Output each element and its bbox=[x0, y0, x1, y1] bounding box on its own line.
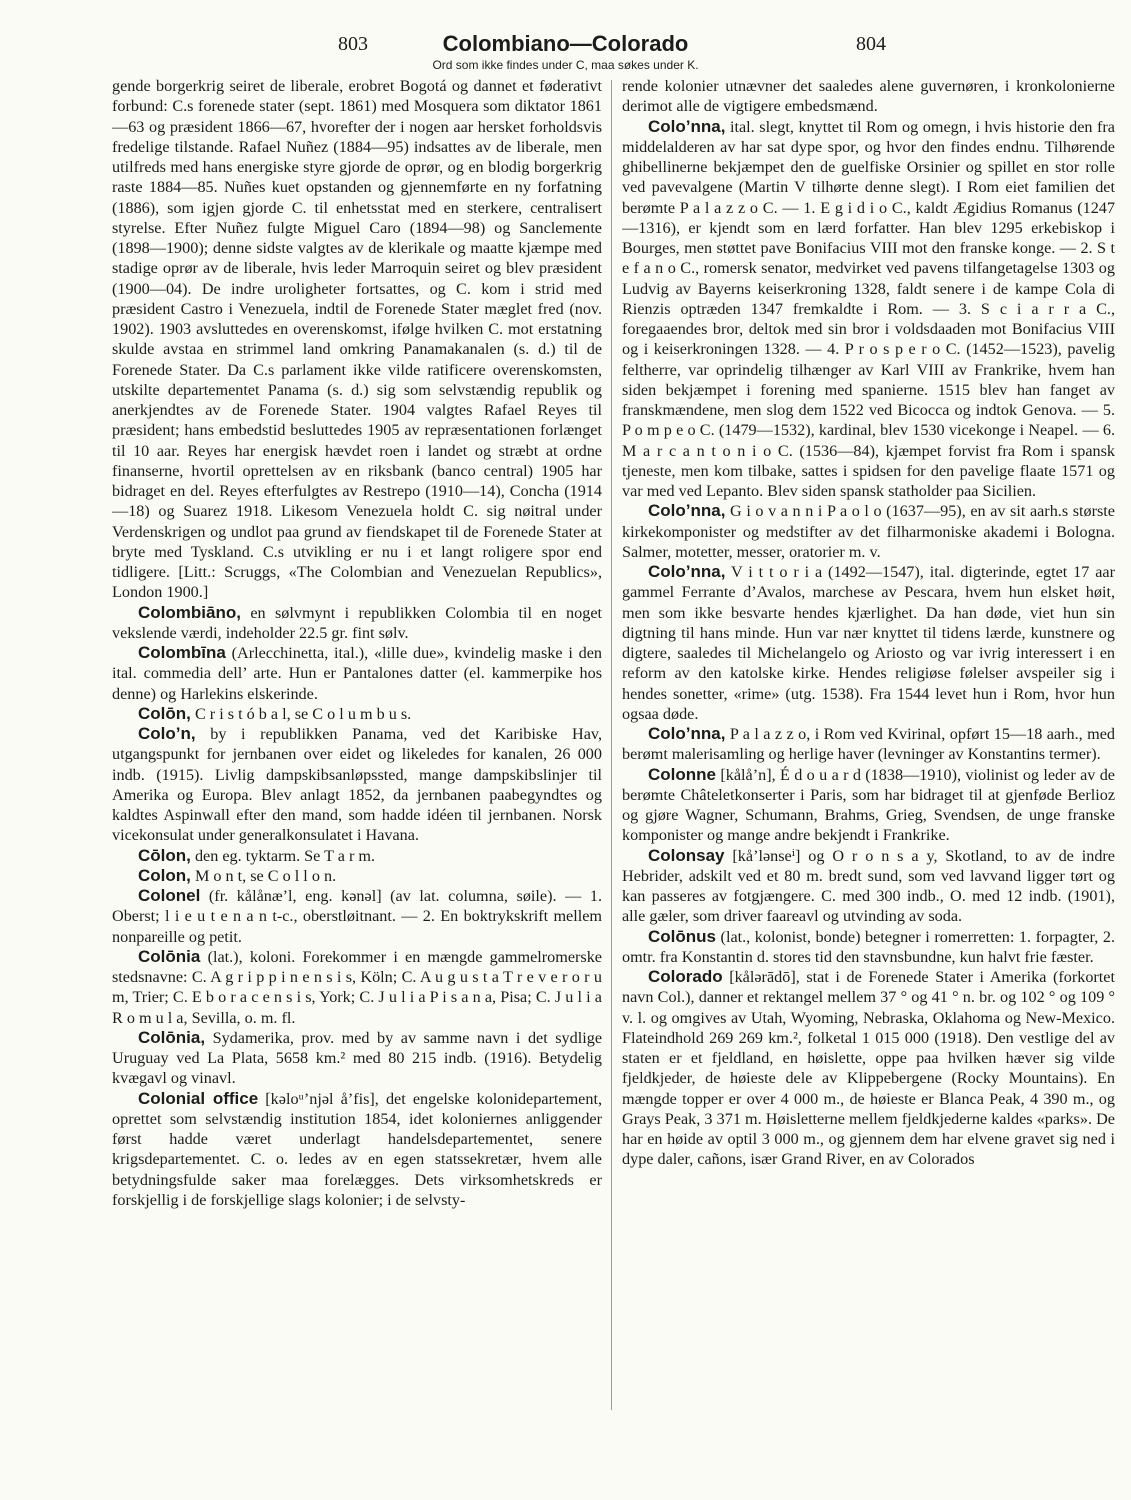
entry-colon-cristobal bbox=[112, 704, 602, 724]
entry-text: by i republikken Panama, ved det Karibiske Hav, utgangspunkt for jernbanen over eidet og likeledes for kanalen, 26 000 indb. (1915). Livlig dampskibsanløpssted, mange dampskibslinjer til Amerika og Europa. Blev anlagt 1852, da jernbanen paabegyndtes og kaldtes Aspinwall efter den mand, som hadde idéen til jernbanen. Norsk vicekonsulat under generalkonsulatet i Havana. bbox=[112, 725, 602, 845]
headword: Cōlon, bbox=[138, 845, 191, 865]
left-column bbox=[112, 76, 602, 1488]
headword: Colo’nna, bbox=[648, 116, 726, 136]
headword: Colorado bbox=[648, 967, 723, 986]
entry-colon-panama bbox=[112, 724, 602, 846]
headword: Colōnia, bbox=[138, 1027, 206, 1047]
page-number-left: 803 bbox=[338, 33, 368, 55]
entry-colonia-uruguay bbox=[112, 1028, 602, 1089]
headword: Colōnus bbox=[648, 926, 716, 946]
headword: Colōnia bbox=[138, 946, 201, 966]
entry-text: [kå’lənseⁱ] og O r o n s a y, Skotland, to av de indre Hebrider, adskilt ved et 80 m. bredt sund, som ved lavvand ligger tørt og kan passeres av fotgjængere. C. med 300 indb., O. med 12 indb. (1901), alle gæler, som driver faareavl og utvinding av soda. bbox=[622, 846, 1115, 926]
entry-text: Sydamerika, prov. med by av samme navn i det sydlige Uruguay ved La Plata, 5658 km.² med 80 215 indb. (1916). Betydelig kvægavl og vinavl. bbox=[112, 1028, 602, 1088]
right-column bbox=[622, 76, 1115, 1488]
column-divider bbox=[611, 80, 612, 1410]
headword: Colo’n, bbox=[138, 724, 196, 743]
entry-colonus bbox=[622, 927, 1115, 968]
entry-text: (fr. kålånæ’l, eng. kənəl] (av lat. columna, søile). — 1. Oberst; l i e u t e n a n t-c., oberstløitnant. — 2. En boktrykskrift mellem nonpareille og petit. bbox=[112, 887, 602, 946]
headword: Colonel bbox=[138, 886, 201, 905]
entry-text: den eg. tyktarm. Se T a r m. bbox=[190, 846, 376, 865]
entry-colonna-family bbox=[622, 117, 1115, 502]
page-number-right: 804 bbox=[856, 33, 886, 55]
entry-colonel bbox=[112, 886, 602, 947]
headword: Colon, bbox=[138, 865, 191, 885]
entry-colonsay bbox=[622, 846, 1115, 927]
entry-colonia-lat bbox=[112, 947, 602, 1028]
entry-text: (lat.), koloni. Forekommer i en mængde gammelromerske stedsnavne: C. A g r i p p i n e n s i s, Köln; C. A u g u s t a T r e v e r o r u m, Trier; C. E b o r a c e n s i s, York; C. J u l i a P i s a n a, Pisa; C. J u l i a R o m u l a, Sevilla, o. m. fl. bbox=[112, 947, 602, 1027]
entry-continuation bbox=[112, 76, 602, 603]
entry-colonna-palazzo bbox=[622, 724, 1115, 765]
entry-colonial-office bbox=[112, 1089, 602, 1211]
entry-text: (Arlecchinetta, ital.), «lille due», kvindelig maske i den ital. commedia dell’ arte. Hun er Pantalones datter (el. kammerpike hos denne) og Harlekins elskerinde. bbox=[112, 644, 602, 703]
headword: Colombīna bbox=[138, 643, 226, 662]
entry-text: G i o v a n n i P a o l o (1637—95), en av sit aarh.s største kirkekomponister og medstifter av det filharmoniske akademi i Bologna. Salmer, motetter, messer, oratorier m. v. bbox=[622, 502, 1115, 561]
entry-text: (lat., kolonist, bonde) betegner i romerretten: 1. forpagter, 2. omtr. fra Konstantin d. stores tid den stavnsbundne, kun halvt frie fæster. bbox=[622, 927, 1115, 966]
entry-colorado bbox=[622, 967, 1115, 1170]
headword: Colonial office bbox=[138, 1088, 259, 1108]
entry-text: V i t t o r i a (1492—1547), ital. digterinde, egtet 17 aar gammel Ferrante d’Avalos, marchese av Pescara, hvem hun elsket høit, men som ikke besvarte hendes kjærlighet. Da han døde, viet hun sin digtning til hans minde. Hun var nær knyttet til tidens lærde, kunstnere og digtere, saaledes til Michelangelo og Ariosto og var ivrig interessert i en reform av den katolske kirke. Hendes religiøse følelser avspeiler sig i hendes sonetter, «rime» (utg. 1538). Fra 1544 levet hun i Rom, hvor hun ogsaa døde. bbox=[622, 563, 1115, 723]
entry-colombiano bbox=[112, 603, 602, 644]
entry-text: P a l a z z o, i Rom ved Kvirinal, opført 15—18 aarh., med berømt malerisamling og herlige haver (levninger av Konstantins termer). bbox=[622, 725, 1115, 764]
entry-continuation bbox=[622, 76, 1115, 117]
entry-colonna-vittoria bbox=[622, 562, 1115, 724]
running-title: Colombiano—Colorado bbox=[442, 31, 689, 56]
entry-text: [kålå’n], É d o u a r d (1838—1910), violinist og leder av de berømte Châteletkonserter i Paris, som har bidraget til at gjenføde Berlioz og gjøre Wagner, Schumann, Brahms, Grieg, Svendsen, de unge franske komponister og mange andre bekjendt i Frankrike. bbox=[622, 765, 1115, 845]
headword: Colōn, bbox=[138, 703, 191, 723]
entry-colon-mont bbox=[112, 866, 602, 886]
headword: Colo’nna, bbox=[648, 724, 726, 743]
entry-text: en sølvmynt i republikken Colombia til en noget vekslende værdi, indeholder 22.5 gr. fint sølv. bbox=[112, 603, 602, 642]
entry-text: C r i s t ó b a l, se C o l u m b u s. bbox=[190, 704, 412, 723]
entry-text: [kəloᵘ’njəl å’fis], det engelske kolonidepartement, oprettet som selvstændig institution 1854, idet koloniernes anliggender først hadde været underlagt handelsdepartementet, senere krigsdepartementet. C. o. ledes av en egen statssekretær, hvem alle betydningsfulde saker maa forelægges. Dets virksomhetskreds er forskjellig i de forskjellige slags kolonier; i de selvsty- bbox=[112, 1089, 602, 1209]
entry-text: rende kolonier utnævner det saaledes alene guvernøren, i kronkolonierne derimot alle de vigtigere embedsmænd. bbox=[622, 77, 1115, 116]
entry-colonna-giovanni bbox=[622, 501, 1115, 562]
headword: Colonsay bbox=[648, 845, 725, 865]
entry-colonne bbox=[622, 765, 1115, 846]
entry-colon-tarm bbox=[112, 846, 602, 866]
entry-text: [kålərādō], stat i de Forenede Stater i Amerika (forkortet navn Col.), danner et rektangel mellem 37 ° og 41 ° n. br. og 102 ° og 109 ° v. l. og omgives av Utah, Wyoming, Nebraska, Oklahoma og New-Mexico. Flateindhold 269 269 km.², folketal 1 015 000 (1918). Den vestlige del av staten er et fjeldland, en høislette, oppe paa hvilken hæver sig vilde fjeldkjeder, de høieste dele av Klippebergene (Rocky Mountains). En mængde topper er over 4 000 m., de høieste er Blanca Peak, 4 390 m., og Grays Peak, 3 371 m. Høisletterne mellem fjeldkjederne kaldes «parks». De har en høide av optil 3 000 m., og gjennem dem har elvene gravet sig ned i dype daler, cañons, især Grand River, en av Colorados bbox=[622, 968, 1115, 1169]
entry-colombina bbox=[112, 643, 602, 704]
headword: Colo’nna, bbox=[648, 562, 726, 581]
entry-text: gende borgerkrig seiret de liberale, erobret Bogotá og dannet et føderativt forbund: C.s forenede stater (sept. 1861) med Mosquera som diktator 1861—63 og præsident 1866—67, hvorefter der i nogen aar hersket forholdsvis fredelige tilstande. Rafael Nuñez (1884—95) indsattes av de liberale, men utilfreds med hans energiske styre gjorde de oprør, og en blodig borgerkrig raste 1884—85. Nuñes kuet opstanden og gjennemførte en ny forfatning (1886), som igjen gjorde C. til enhetsstat med en sterkere, centralisert styrelse. Efter Nuñez fulgte Miguel Caro (1894—98) og Sanclemente (1898—1900); denne sidste valgtes av de klerikale og maatte kjæmpe med stadige oprør av de liberale, hvis leder Marroquin seiret og blev præsident (1900—04). De indre uroligheter fortsattes, og C. kom i strid med præsident Castro i Venezuela, indtil de Forenede Stater mæglet fred (nov. 1902). 1903 avsluttedes en overenskomst, ifølge hvilken C. mot erstatning skulde avstaa en strimmel land omkring Panamakanalen (s. d.) til de Forenede Stater. Da C.s parlament ikke vilde ratificere overenskomsten, utskilte departementet Panama (s. d.) sig som selvstændig republik og anerkjendtes av de Forenede Stater. 1904 valgtes Rafael Reyes til præsident; hans embedstid besluttedes 1905 av repræsentationen forlænget til 10 aar. Reyes har energisk hævdet roen i landet og stræbt at ordne finanserne, hvortil oprettelsen av en riksbank (banco central) 1905 har bidraget en del. Reyes efterfulgtes av Restrepo (1910—14), Concha (1914—18) og Suarez 1918. Likesom Venezuela holdt C. sig nøitral under Verdenskrigen og undlot paa grund av fiendskapet til de Forenede Stater at bryte med Tyskland. C.s utvikling er nu i et langt roligere spor end tidligere. [Litt.: Scruggs, «The Colombian and Venezuelan Republics», London 1900.] bbox=[112, 77, 602, 602]
headword: Colo’nna, bbox=[648, 501, 726, 521]
running-subtitle: Ord som ikke findes under C, maa søkes under K. bbox=[432, 58, 699, 72]
headword: Colonne bbox=[648, 764, 716, 784]
headword: Colombiāno, bbox=[138, 602, 241, 622]
entry-text: ital. slegt, knyttet til Rom og omegn, i hvis historie den fra middelalderen av har sat dype spor, og hvor den findes endnu. Tilhørende ghibellinerne bekjæmpet den de guelfiske Orsinier og spillet en stor rolle ved pavevalgene (Martin V tilhørte denne slegt). I Rom eiet familien det berømte P a l a z z o C. — 1. E g i d i o C., kaldt Ægidius Romanus (1247—1316), er kjendt som en lærd forfatter. Han blev 1295 erkebiskop i Bourges, men støttet pave Bonifacius VIII mot den franske konge. — 2. S t e f a n o C., romersk senator, medvirket ved pavens tilfangetagelse 1303 og Ludvig av Bayerns keiserkroning 1328, faldt senere i de kampe Cola di Rienzis optræden 1347 fremkaldte i Rom. — 3. S c i a r r a C., foregaaendes bror, deltok med sin bror i voldsdaaden mot Bonifacius VIII og i keiserkroningen 1328. — 4. P r o s p e r o C. (1452—1523), pavelig feltherre, var oprindelig tilhænger av Karl VIII av Frankrike, hvem han siden bekjæmpet i forening med spanierne. 1515 blev han fanget av franskmændene, men slog dem 1522 ved Bicocca og indtok Genova. — 5. P o m p e o C. (1479—1532), kardinal, blev 1530 vicekonge i Neapel. — 6. M a r c a n t o n i o C. (1536—84), kjæmpet forvist fra Rom i spansk tjeneste, men kom tilbake, sattes i spidsen for den pavelige flaate 1571 og var med ved Lepanto. Blev siden spansk statholder paa Sicilien. bbox=[622, 117, 1115, 500]
entry-text: M o n t, se C o l l o n. bbox=[190, 866, 337, 885]
